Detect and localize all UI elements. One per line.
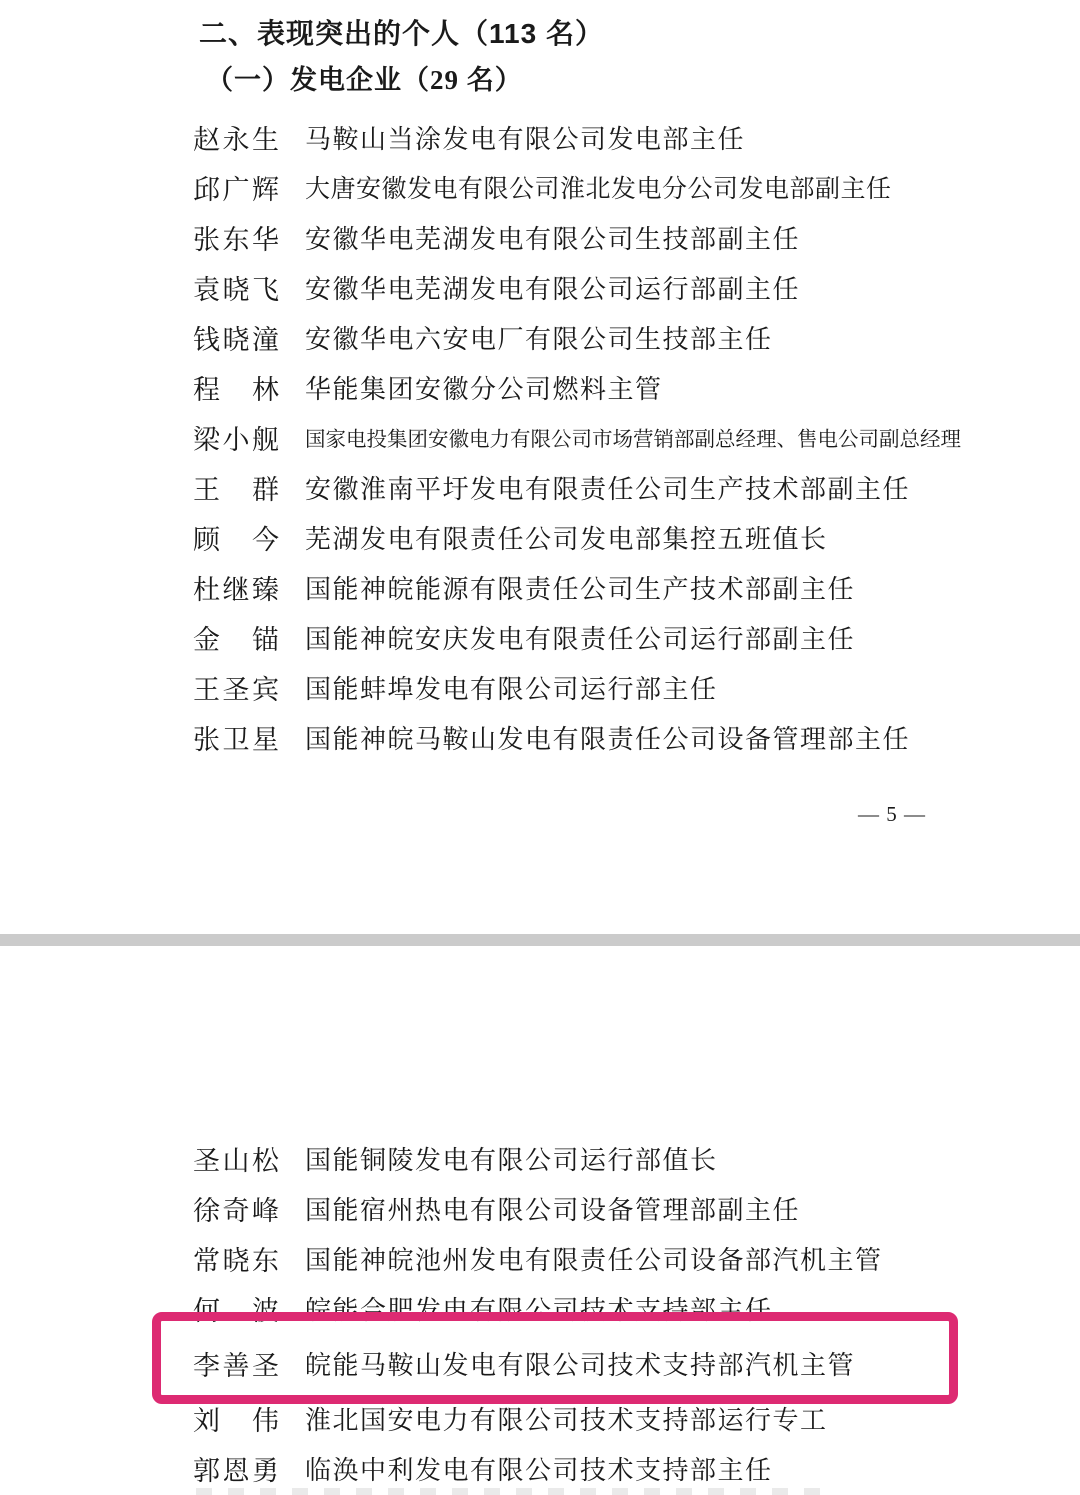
- entry-name: 刘 伟: [193, 1405, 279, 1436]
- entry-name: 常晓东: [193, 1245, 279, 1276]
- entry-name: 张东华: [193, 224, 279, 255]
- entry-org: 国能神皖安庆发电有限责任公司运行部副主任: [305, 624, 856, 654]
- page-number: — 5 —: [858, 802, 926, 826]
- roster-entry: [193, 1133, 883, 1183]
- entry-org: 国能神皖能源有限责任公司生产技术部副主任: [305, 574, 856, 604]
- roster-entry: [193, 1393, 883, 1443]
- entry-name: 金 锚: [193, 624, 279, 655]
- entry-name: 王圣宾: [193, 674, 279, 705]
- entry-org: 国能宿州热电有限公司设备管理部副主任: [305, 1195, 801, 1225]
- entry-name: 梁小舰: [193, 424, 279, 455]
- entry-org: 国家电投集团安徽电力有限公司市场营销部副总经理、售电公司副总经理: [305, 429, 961, 451]
- entry-org: 皖能合肥发电有限公司技术支持部主任: [305, 1295, 773, 1325]
- entry-name: 杜继臻: [193, 574, 279, 605]
- entry-name: 徐奇峰: [193, 1195, 279, 1226]
- entry-org: 大唐安徽发电有限公司淮北发电分公司发电部副主任: [305, 176, 892, 203]
- subsection-title: （一）发电企业（29 名）: [206, 65, 523, 95]
- roster-entry: [193, 612, 961, 662]
- entry-name: 圣山松: [193, 1145, 279, 1176]
- roster-entry: [193, 312, 961, 362]
- entry-org: 芜湖发电有限责任公司发电部集控五班值长: [305, 524, 828, 554]
- entry-org: 安徽华电芜湖发电有限公司生技部副主任: [305, 224, 801, 254]
- entry-org: 国能铜陵发电有限公司运行部值长: [305, 1145, 718, 1175]
- roster-entry: [193, 662, 961, 712]
- entry-name: 张卫星: [193, 724, 279, 755]
- entry-name: 郭恩勇: [193, 1455, 279, 1486]
- entry-name: 李善圣: [193, 1350, 279, 1381]
- entry-name: 何 波: [193, 1295, 279, 1326]
- roster-entry: [193, 1183, 883, 1233]
- entry-org: 安徽华电芜湖发电有限公司运行部副主任: [305, 274, 801, 304]
- entry-org: 华能集团安徽分公司燃料主管: [305, 374, 663, 404]
- roster-entry: [193, 162, 961, 212]
- clipped-next-row-sliver: [196, 1488, 826, 1495]
- roster-entry: [193, 262, 961, 312]
- entry-org: 淮北国安电力有限公司技术支持部运行专工: [305, 1405, 828, 1435]
- entry-name: 顾 今: [193, 524, 279, 555]
- entry-name: 程 林: [193, 374, 279, 405]
- entry-name: 邱广辉: [193, 174, 279, 205]
- entry-name: 钱晓潼: [193, 324, 279, 355]
- entry-name: 王 群: [193, 474, 279, 505]
- entry-org: 临涣中利发电有限公司技术支持部主任: [305, 1455, 773, 1485]
- roster-entry: [193, 462, 961, 512]
- entry-name: 赵永生: [193, 124, 279, 155]
- entry-org: 皖能马鞍山发电有限公司技术支持部汽机主管: [305, 1350, 856, 1380]
- roster-page2: [193, 1133, 883, 1493]
- roster-entry: [193, 1443, 883, 1493]
- entry-org: 马鞍山当涂发电有限公司发电部主任: [305, 124, 746, 154]
- roster-entry: [193, 1233, 883, 1283]
- section-title: 二、表现突出的个人（113 名）: [199, 18, 604, 49]
- roster-entry: [193, 712, 961, 762]
- roster-page1: [193, 112, 961, 762]
- entry-org: 安徽淮南平圩发电有限责任公司生产技术部副主任: [305, 474, 911, 504]
- roster-entry: [193, 412, 961, 462]
- entry-name: 袁晓飞: [193, 274, 279, 305]
- entry-org: 国能蚌埠发电有限公司运行部主任: [305, 674, 718, 704]
- roster-entry-highlighted: [193, 1333, 883, 1393]
- roster-entry: [193, 1283, 883, 1333]
- roster-entry: [193, 212, 961, 262]
- entry-org: 国能神皖池州发电有限责任公司设备部汽机主管: [305, 1245, 883, 1275]
- roster-entry: [193, 362, 961, 412]
- entry-org: 国能神皖马鞍山发电有限责任公司设备管理部主任: [305, 724, 911, 754]
- roster-entry: [193, 562, 961, 612]
- roster-entry: [193, 112, 961, 162]
- page-break-divider: [0, 934, 1080, 946]
- entry-org: 安徽华电六安电厂有限公司生技部主任: [305, 324, 773, 354]
- roster-entry: [193, 512, 961, 562]
